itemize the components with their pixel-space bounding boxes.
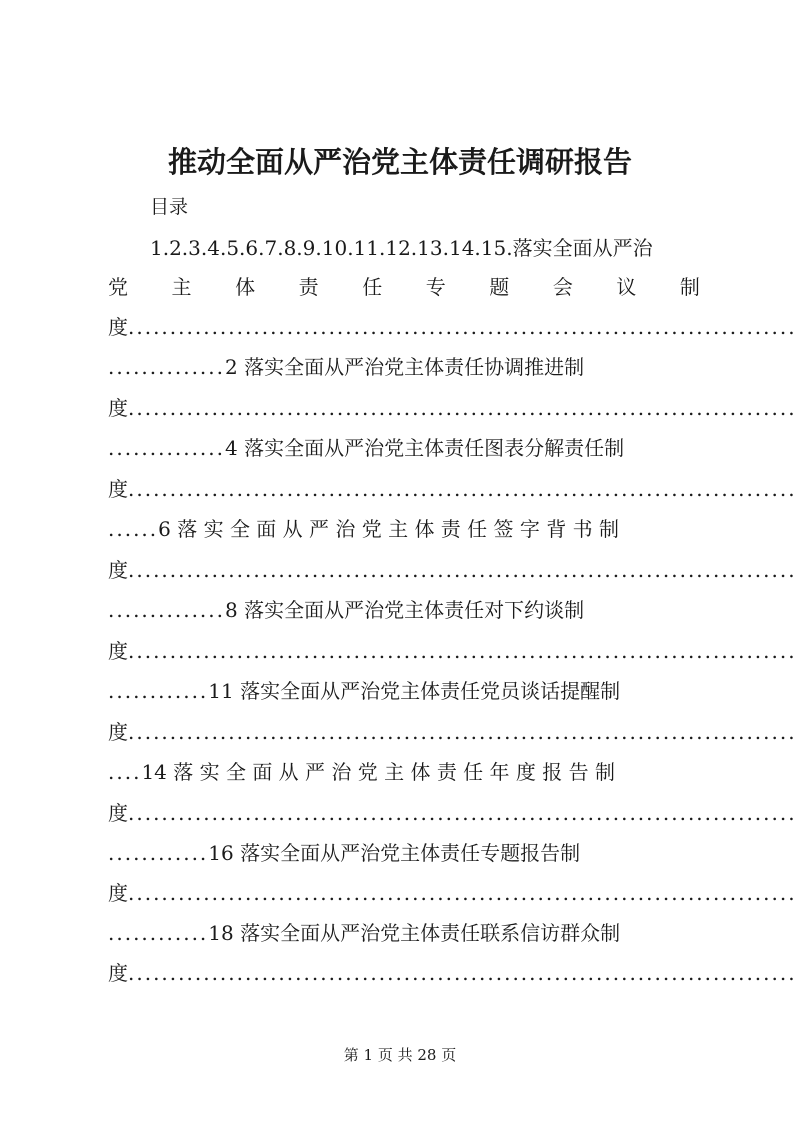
toc-char: 议 [616,275,637,299]
toc-entry[interactable] [108,916,714,950]
toc-heading: 目录 [150,196,189,218]
toc-char: 责 [298,275,319,299]
toc-leader-line [108,472,797,506]
toc-dots: ................................................................................ [128,881,797,905]
toc-char: 任 [362,275,383,299]
toc-entry-dots: ............ [108,841,209,865]
toc-entry-text: 14 落 实 全 面 从 严 治 党 主 体 责 任 年 度 报 告 制 [141,760,615,784]
toc-entry-text: 2 落实全面从严治党主体责任协调推进制 [225,355,585,379]
toc-entry-dots: ............ [108,921,209,945]
toc-entry-dots: .............. [108,436,226,460]
toc-entry-text: 8 落实全面从严治党主体责任对下约谈制 [225,598,585,622]
toc-entry-text: 16 落实全面从严治党主体责任专题报告制 [208,841,581,865]
toc-dots: ................................................................................ [128,639,797,663]
toc-char: 主 [171,275,192,299]
toc-char: 党 [108,275,128,299]
toc-entry-dots: ...... [108,517,159,541]
toc-char: 专 [425,275,446,299]
toc-du: 度 [108,801,128,825]
toc-leader-line [108,553,797,587]
toc-du: 度 [108,881,128,905]
toc-leader-line [108,391,797,425]
toc-dots: ................................................................................ [128,477,797,501]
toc-du: 度 [108,558,128,582]
toc-leader-line [108,956,797,990]
toc-char: 体 [235,275,256,299]
toc-dots: ................................................................................ [128,558,797,582]
toc-leader-line [108,634,797,668]
toc-entry[interactable] [108,755,714,789]
toc-entry[interactable] [108,350,714,384]
toc-char: 题 [489,275,510,299]
toc-leader-line [108,715,797,749]
toc-leader-line [108,876,797,910]
toc-first-line-text: 1.2.3.4.5.6.7.8.9.10.11.12.13.14.15.落实全面从严治 [150,236,653,260]
toc-leader-line [108,796,797,830]
toc-du: 度 [108,720,128,744]
toc-entry-dots: .... [108,760,142,784]
toc-leader-line [108,310,797,344]
toc-du: 度 [108,396,128,420]
toc-entry-dots: ............ [108,679,209,703]
toc-entry-text: 4 落实全面从严治党主体责任图表分解责任制 [225,436,625,460]
toc-du: 度 [108,639,128,663]
toc-du: 度 [108,315,128,339]
toc-dots: ................................................................................ [128,720,797,744]
page-footer: 第 1 页 共 28 页 [343,1046,457,1064]
toc-entry[interactable] [108,836,714,870]
toc-dots: ................................................................................ [128,315,797,339]
toc-second-line [108,270,700,304]
toc-char: 会 [552,275,573,299]
toc-entry-dots: .............. [108,598,226,622]
document-title: 推动全面从严治党主体责任调研报告 [167,145,632,179]
toc-entry-text: 18 落实全面从严治党主体责任联系信访群众制 [208,921,621,945]
toc-char: 制 [679,275,700,299]
toc-entry[interactable] [108,431,714,465]
toc-entry[interactable] [108,593,714,627]
toc-dots: ................................................................................ [128,801,797,825]
toc-entry[interactable] [108,674,714,708]
toc-entry[interactable] [108,512,714,546]
toc-dots: ................................................................................ [128,396,797,420]
toc-entry-text: 11 落实全面从严治党主体责任党员谈话提醒制 [208,679,621,703]
toc-entry-text: 6 落 实 全 面 从 严 治 党 主 体 责 任 签 字 背 书 制 [158,517,619,541]
toc-first-line [150,231,702,265]
toc-dots: ................................................................................ [128,961,797,985]
toc-du: 度 [108,961,128,985]
toc-entry-dots: .............. [108,355,226,379]
toc-du: 度 [108,477,128,501]
